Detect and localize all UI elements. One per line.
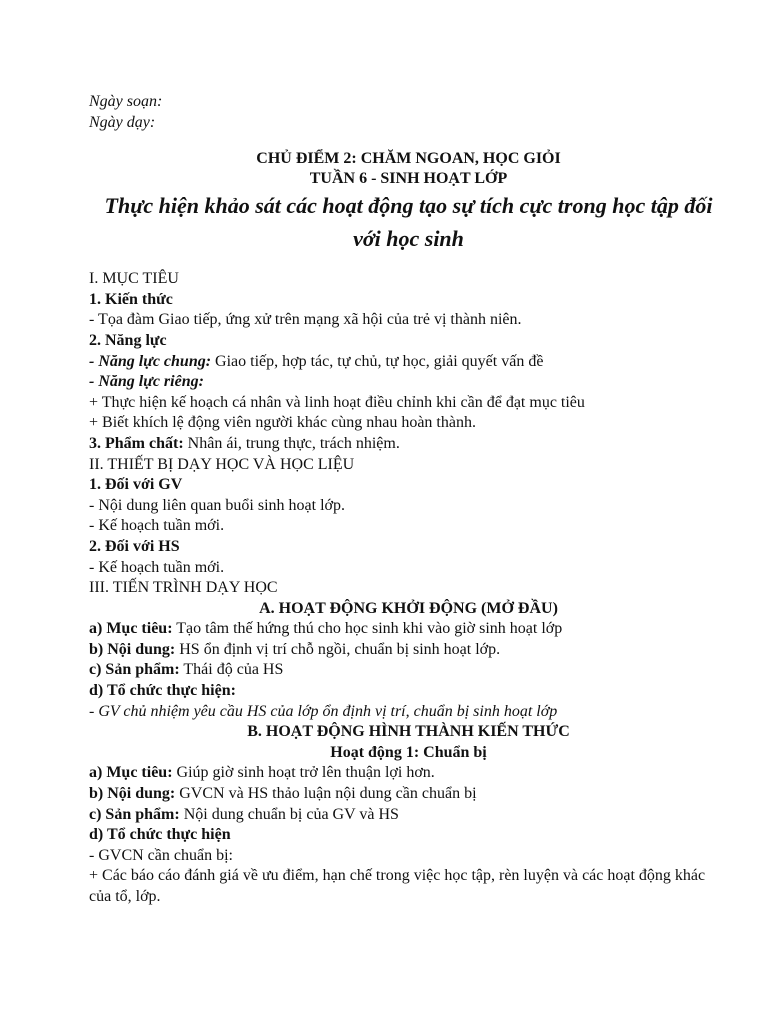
activity-a-organize-label: d) Tổ chức thực hiện: <box>89 682 236 700</box>
activity-b-goal <box>89 763 728 784</box>
section-heading-objectives: I. MỤC TIÊU <box>89 270 179 288</box>
activity-a-content-text: HS ổn định vị trí chỗ ngồi, chuẩn bị sinh hoạt lớp. <box>175 640 501 658</box>
activity-b-subheading: Hoạt động 1: Chuẩn bị <box>330 743 487 761</box>
activity-a-heading: A. HOẠT ĐỘNG KHỞI ĐỘNG (MỞ ĐẦU) <box>259 599 558 617</box>
activity-b-organize-label: d) Tổ chức thực hiện <box>89 826 231 844</box>
general-competence-label: - Năng lực chung: <box>89 352 212 370</box>
prep-date-label: Ngày soạn: <box>89 93 163 110</box>
activity-a-content-label: b) Nội dung: <box>89 640 176 658</box>
activity-a-goal-label: a) Mục tiêu: <box>89 620 173 638</box>
section-objectives <box>89 269 728 454</box>
knowledge-item: - Tọa đàm Giao tiếp, ứng xử trên mạng xã hội của trẻ vị thành niên. <box>89 311 522 329</box>
activity-b-heading: B. HOẠT ĐỘNG HÌNH THÀNH KIẾN THỨC <box>247 723 570 741</box>
teacher-heading: 1. Đối với GV <box>89 476 183 494</box>
activity-a-product-text: Thái độ của HS <box>179 661 284 679</box>
teacher-item-1: - Nội dung liên quan buổi sinh hoạt lớp. <box>89 496 345 514</box>
section-process <box>89 578 728 908</box>
lesson-title: Thực hiện khảo sát các hoạt động tạo sự tích cực trong học tập đối với học sinh <box>104 193 713 252</box>
activity-b-product-label: c) Sản phẩm: <box>89 805 180 823</box>
teach-date-label: Ngày dạy: <box>89 113 156 131</box>
general-competence-text: Giao tiếp, hợp tác, tự chủ, tự học, giải quyết vấn đề <box>211 352 544 370</box>
title-block <box>89 149 728 189</box>
section-heading-equipment: II. THIẾT BỊ DẠY HỌC VÀ HỌC LIỆU <box>89 455 355 473</box>
activity-b <box>89 722 728 907</box>
section-heading-process: III. TIẾN TRÌNH DẠY HỌC <box>89 579 278 597</box>
competence-heading: 2. Năng lực <box>89 331 167 349</box>
quality-label: 3. Phẩm chất: <box>89 434 184 452</box>
specific-competence-label: - Năng lực riêng: <box>89 373 204 391</box>
activity-a-product <box>89 660 728 681</box>
activity-b-goal-text: Giúp giờ sinh hoạt trở lên thuận lợi hơn. <box>172 764 435 782</box>
activity-a-goal-text: Tạo tâm thế hứng thú cho học sinh khi vào giờ sinh hoạt lớp <box>172 620 563 638</box>
activity-b-content-text: GVCN và HS thảo luận nội dung cần chuẩn bị <box>175 785 477 803</box>
activity-a-content <box>89 640 728 661</box>
teacher-item-2: - Kế hoạch tuần mới. <box>89 517 225 535</box>
date-block <box>89 92 728 133</box>
section-equipment <box>89 455 728 579</box>
activity-b-product <box>89 805 728 826</box>
activity-b-content <box>89 784 728 805</box>
activity-a-product-label: c) Sản phẩm: <box>89 661 180 679</box>
week-title: TUẦN 6 - SINH HOẠT LỚP <box>309 170 508 188</box>
theme-title: CHỦ ĐIỂM 2: CHĂM NGOAN, HỌC GIỎI <box>256 150 561 168</box>
activity-b-organize-item-2: + Các báo cáo đánh giá về ưu điểm, hạn chế trong việc học tập, rèn luyện và các hoạt động khác của tổ, lớp. <box>89 867 706 905</box>
specific-competence-item-1: + Thực hiện kế hoạch cá nhân và linh hoạt điều chỉnh khi cần để đạt mục tiêu <box>89 393 585 411</box>
quality-line <box>89 434 728 455</box>
activity-b-content-label: b) Nội dung: <box>89 785 176 803</box>
student-heading: 2. Đối với HS <box>89 537 180 555</box>
activity-b-organize-item-1: - GVCN cần chuẩn bị: <box>89 846 233 864</box>
activity-b-product-text: Nội dung chuẩn bị của GV và HS <box>179 805 399 823</box>
activity-a-organize-item: - GV chủ nhiệm yêu cầu HS của lớp ổn định vị trí, chuẩn bị sinh hoạt lớp <box>89 702 558 720</box>
activity-a-goal <box>89 619 728 640</box>
specific-competence-item-2: + Biết khích lệ động viên người khác cùng nhau hoàn thành. <box>89 414 476 432</box>
quality-text: Nhân ái, trung thực, trách nhiệm. <box>183 434 400 452</box>
knowledge-heading: 1. Kiến thức <box>89 290 173 308</box>
activity-b-goal-label: a) Mục tiêu: <box>89 764 173 782</box>
activity-a <box>89 599 728 723</box>
general-competence-line <box>89 352 728 373</box>
student-item-1: - Kế hoạch tuần mới. <box>89 558 225 576</box>
